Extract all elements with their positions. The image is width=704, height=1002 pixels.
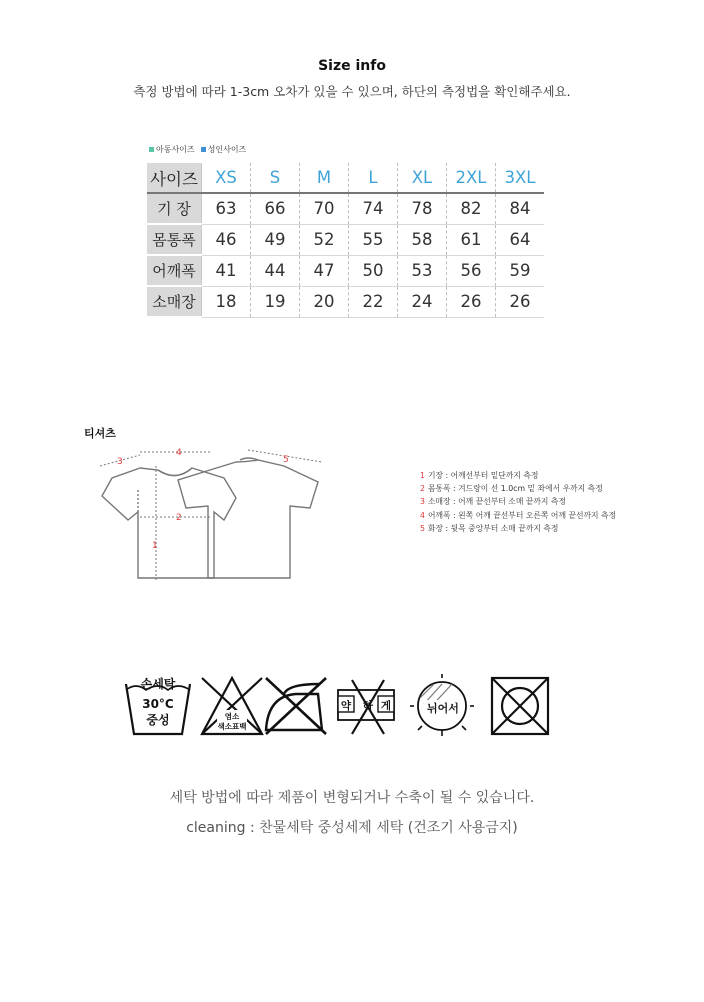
- legend-label-adult: 성인사이즈: [207, 145, 247, 154]
- size-header-cell: 2XL: [447, 163, 496, 193]
- size-cell: 64: [496, 224, 545, 255]
- measure-note: [420, 482, 616, 495]
- marker-1: 1: [152, 541, 158, 551]
- size-header-cell: XL: [398, 163, 447, 193]
- legend-swatch-adult: [201, 147, 206, 152]
- measure-note-text: 화장 : 뒷목 중앙부터 소매 끝까지 측정: [427, 523, 559, 533]
- marker-4: 4: [176, 448, 182, 458]
- measure-note-num: 4: [420, 510, 425, 520]
- size-cell: 18: [202, 286, 251, 317]
- measure-note-text: 소매장 : 어깨 끝선부터 소매 끝까지 측정: [427, 497, 566, 507]
- size-header-cell: S: [251, 163, 300, 193]
- size-header-cell: XS: [202, 163, 251, 193]
- size-row-label: 몸통폭: [147, 224, 202, 255]
- legend-item-adult: [201, 144, 247, 155]
- size-cell: 61: [447, 224, 496, 255]
- measure-notes: [420, 469, 616, 535]
- cleaning-instructions: cleaning : 찬물세탁 중성세제 세탁 (건조기 사용금지): [186, 820, 518, 836]
- size-cell: 84: [496, 193, 545, 224]
- no-tumble-dry-icon: [492, 678, 548, 734]
- size-cell: 59: [496, 255, 545, 286]
- size-cell: 74: [349, 193, 398, 224]
- measure-note-text: 몸통폭 : 겨드랑이 선 1.0cm 밑 좌에서 우까지 측정: [427, 484, 603, 494]
- size-cell: 22: [349, 286, 398, 317]
- size-cell: 49: [251, 224, 300, 255]
- size-cell: 56: [447, 255, 496, 286]
- legend-label-kids: 아동사이즈: [156, 145, 195, 154]
- size-row: [147, 193, 544, 224]
- measure-note-num: 1: [420, 471, 425, 480]
- no-iron-icon: [266, 678, 326, 734]
- marker-5: 5: [283, 455, 289, 465]
- size-cell: 63: [202, 193, 251, 224]
- size-row: [147, 286, 544, 317]
- size-cell: 26: [496, 286, 545, 317]
- legend-item-kids: [149, 144, 195, 155]
- wash-notice: 세탁 방법에 따라 제품이 변형되거나 수축이 될 수 있습니다.: [169, 790, 535, 806]
- size-row: [147, 255, 544, 286]
- size-cell: 53: [398, 255, 447, 286]
- marker-2: 2: [176, 513, 182, 523]
- tshirt-front-outline: [102, 468, 236, 578]
- size-cell: 41: [202, 255, 251, 286]
- wring-right-label: 게: [380, 700, 392, 712]
- no-bleach-icon: [202, 678, 262, 734]
- size-row-label: 어깨폭: [147, 255, 202, 286]
- measure-note: [420, 522, 616, 535]
- measure-note-num: 5: [420, 523, 425, 533]
- size-cell: 20: [300, 286, 349, 317]
- measure-note-text: 어깨폭 : 왼쪽 어깨 끝선부터 오른쪽 어깨 끝선까지 측정: [427, 510, 617, 520]
- size-row: [147, 224, 544, 255]
- size-cell: 26: [447, 286, 496, 317]
- size-legend: [149, 144, 246, 155]
- size-row-label: 기 장: [147, 193, 202, 224]
- gentle-wring-icon: [338, 680, 394, 734]
- size-cell: 24: [398, 286, 447, 317]
- size-cell: 70: [300, 193, 349, 224]
- dry-flat-label: 뉘어서: [427, 702, 459, 715]
- care-symbols: [124, 674, 584, 754]
- dry-flat-shade-icon: [410, 674, 474, 736]
- marker-3: 3: [117, 457, 123, 467]
- size-cell: 52: [300, 224, 349, 255]
- hand-wash-bottom-label: 중성: [146, 713, 170, 727]
- size-cell: 46: [202, 224, 251, 255]
- measure-note-num: 2: [420, 484, 425, 494]
- tshirt-back-outline: [178, 458, 318, 578]
- measure-note-num: 3: [420, 497, 425, 507]
- size-header-row: [147, 163, 544, 193]
- size-row-label: 소매장: [147, 286, 202, 317]
- measure-note: [420, 495, 616, 508]
- page-subtitle: 측정 방법에 따라 1-3cm 오차가 있을 수 있으며, 하단의 측정법을 확인해주세요.: [133, 84, 571, 99]
- size-table: [147, 163, 544, 318]
- measure-markers: [117, 448, 289, 551]
- size-cell: 47: [300, 255, 349, 286]
- garment-label: 티셔츠: [84, 427, 116, 440]
- size-cell: 50: [349, 255, 398, 286]
- size-cell: 19: [251, 286, 300, 317]
- size-header-cell: 3XL: [496, 163, 545, 193]
- size-cell: 55: [349, 224, 398, 255]
- size-header-cell: L: [349, 163, 398, 193]
- measure-lines: [100, 450, 322, 580]
- bleach-line1: 염소: [224, 712, 240, 721]
- size-header-cell: M: [300, 163, 349, 193]
- size-cell: 66: [251, 193, 300, 224]
- measure-note-text: 기장 : 어깨선부터 밑단까지 측정: [427, 471, 539, 480]
- wring-mid-label: 하: [362, 700, 374, 712]
- size-cell: 58: [398, 224, 447, 255]
- wring-left-label: 약: [340, 700, 352, 712]
- legend-swatch-kids: [149, 147, 154, 152]
- measure-note: [420, 469, 616, 482]
- size-cell: 82: [447, 193, 496, 224]
- hand-wash-icon: [126, 676, 190, 734]
- measure-note: [420, 509, 616, 522]
- bleach-line2: 색소표백: [217, 722, 247, 731]
- page-title: Size info: [318, 58, 386, 74]
- hand-wash-temp: 30°C: [142, 697, 174, 711]
- hand-wash-top-label: 손세탁: [140, 677, 176, 691]
- size-cell: 78: [398, 193, 447, 224]
- size-header-label: 사이즈: [147, 163, 202, 193]
- size-cell: 44: [251, 255, 300, 286]
